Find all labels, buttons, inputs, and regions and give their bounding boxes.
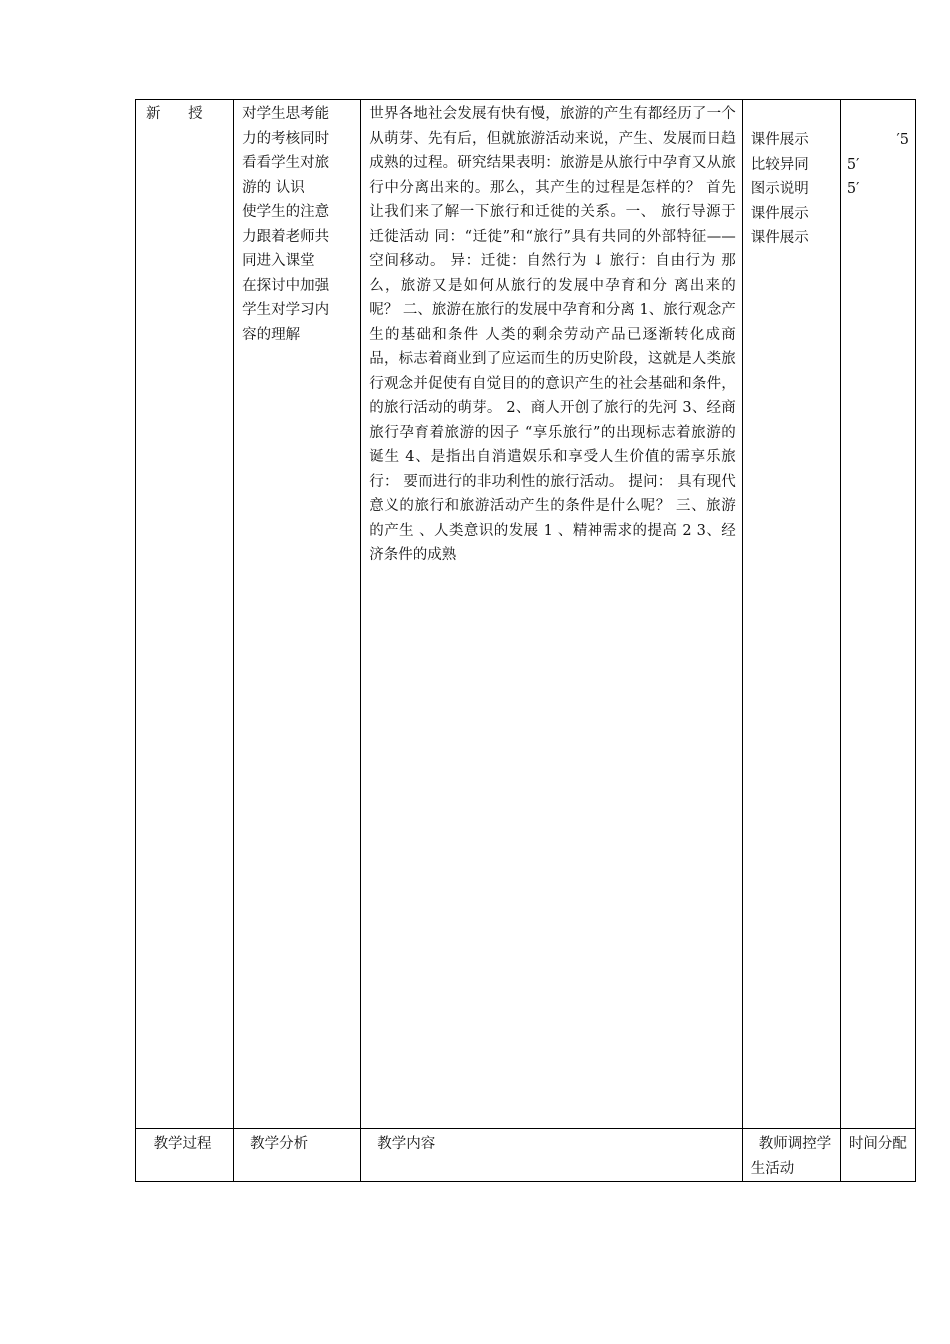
analysis-line: 同进入课堂 <box>242 253 315 269</box>
header-process: 教学过程 <box>153 1136 212 1152</box>
analysis-line: 使学生的注意 <box>242 204 330 220</box>
method-item: 图示说明 <box>750 181 809 197</box>
header-analysis: 教学分析 <box>250 1136 309 1152</box>
analysis-line: 在探讨中加强 <box>242 277 330 294</box>
header-content: 教学内容 <box>377 1136 436 1152</box>
methods-list <box>743 100 840 251</box>
stage-cell <box>136 100 234 1129</box>
time-cell <box>840 100 915 1129</box>
analysis-line: 力跟着老师共 <box>242 228 330 245</box>
header-teacher-student: 教师调控学生活动 <box>750 1136 832 1177</box>
method-item: 课件展示 <box>750 230 809 246</box>
table-header-row <box>136 1129 916 1182</box>
analysis-line: 看看学生对旅 <box>242 155 330 171</box>
analysis-line: 力的考核同时 <box>242 130 330 147</box>
lesson-content-text: 世界各地社会发展有快有慢，旅游的产生有都经历了一个从萌芽、先有后，但就旅游活动来说，产生、发展而日趋成熟的过程。研究结果表明：旅游是从旅行中孕育又从旅行中分离出来的。那么，其产生的过程是怎样的？ 首先让我们来了解一下旅行和迁徙的关系。一、 旅行导源于迁徙活动 同：“迁徙”和“旅行”具有共同的外部特征——空间移动。 异：迁徙：自然行为 ↓ 旅行：自由行为 那么，旅游又是如何从旅行的发展中孕育和分 离出来的呢？ 二、旅游在旅行的发展中孕育和分离 1、旅行观念产生的基础和条件 人类的剩余劳动产品已逐渐转化成商品，标志着商业到了应运而生的历史阶段，这就是人类旅行观念并促使有自觉目的的意识产生的社会基础和条件，的旅行活动的萌芽。 2、商人开创了旅行的先河 3、经商旅行孕育着旅游的因子 “享乐旅行”的出现标志着旅游的诞生 4、是指出自消遣娱乐和享受人生价值的需享乐旅行： 要而进行的非功利性的旅行活动。 提问： 具有现代意义的旅行和旅游活动产生的条件是什么呢？ 三、旅游的产生 、人类意识的发展 1 、精神需求的提高 2 3、经济条件的成熟 <box>369 106 736 563</box>
method-item: 课件展示 <box>750 205 809 222</box>
analysis-line: 对学生思考能 <box>242 106 330 122</box>
lesson-plan-table <box>135 99 916 1182</box>
analysis-text <box>234 100 360 347</box>
time-item: 5′ <box>846 156 860 173</box>
header-cell-analysis <box>234 1129 361 1182</box>
method-item: 课件展示 <box>750 132 809 148</box>
content-cell <box>361 100 742 1129</box>
analysis-line: 容的理解 <box>242 326 301 343</box>
analysis-cell <box>234 100 361 1129</box>
header-cell-content <box>361 1129 742 1182</box>
time-item: ′5 <box>896 132 909 148</box>
header-cell-process <box>136 1129 234 1182</box>
time-item: 5′ <box>846 181 860 197</box>
lesson-body-row <box>136 100 916 1129</box>
analysis-line: 学生对学习内 <box>242 302 330 318</box>
methods-cell <box>742 100 840 1129</box>
stage-label: 新 授 <box>146 106 203 122</box>
header-cell-teacher <box>742 1129 840 1182</box>
method-item: 比较异同 <box>750 156 809 173</box>
header-time: 时间分配 <box>848 1136 907 1152</box>
header-cell-time <box>840 1129 915 1182</box>
time-allocation <box>841 100 915 202</box>
analysis-line: 游的 认识 <box>242 179 305 196</box>
